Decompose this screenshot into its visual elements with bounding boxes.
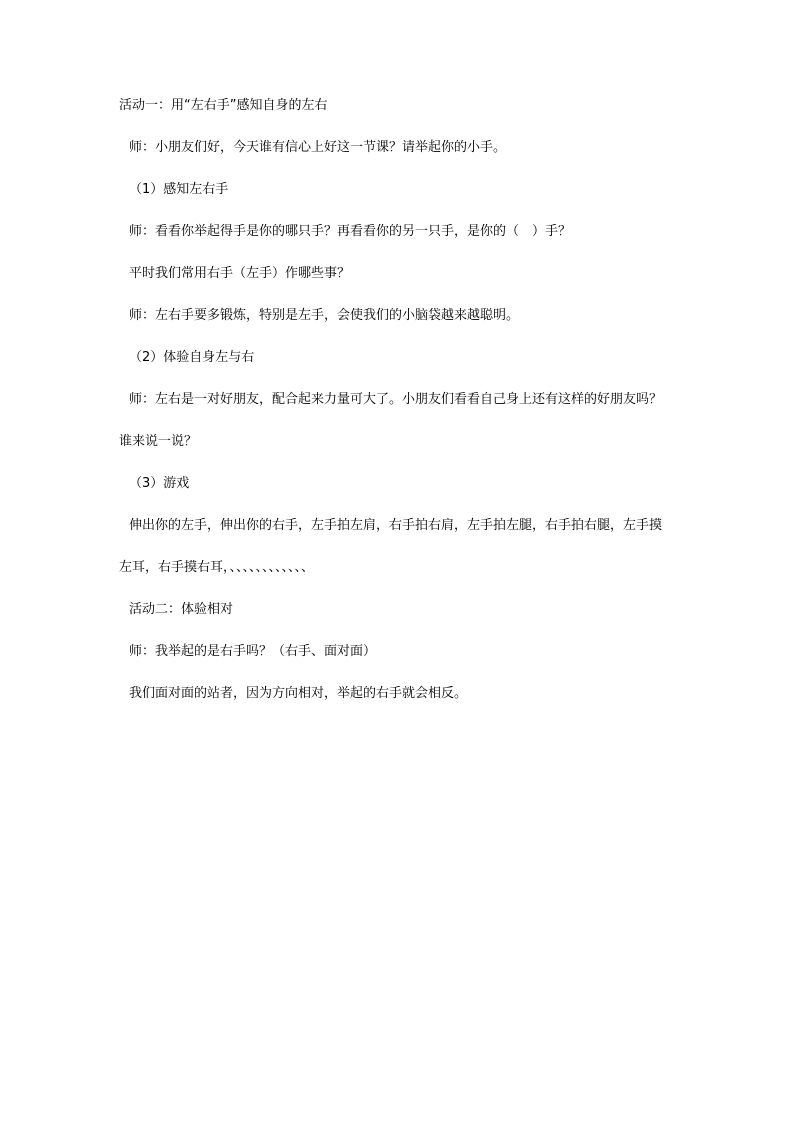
paragraph-right-hand-question: 师：我举起的是右手吗？（右手、面对面） bbox=[129, 644, 377, 659]
paragraph-facing-each-other: 我们面对面的站者，因为方向相对，举起的右手就会相反。 bbox=[129, 686, 468, 701]
subheading-experience-left-right: （2）体验自身左与右 bbox=[129, 350, 255, 365]
paragraph-game-instructions: 伸出你的左手，伸出你的右手，左手拍左肩，右手拍右肩，左手拍左腿，右手拍右腿，左手摸 bbox=[129, 518, 663, 533]
paragraph-which-hand: 师：看看你举起得手是你的哪只手？再看看你的另一只手，是你的（ ）手？ bbox=[129, 224, 572, 239]
paragraph-game-continued: 左耳，右手摸右耳，、、、、、、、、、、、、 bbox=[119, 560, 315, 575]
activity-two-heading: 活动二：体验相对 bbox=[129, 602, 234, 617]
subheading-perceive-hands: （1）感知左右手 bbox=[129, 182, 229, 197]
paragraph-exercise-hands: 师：左右手要多锻炼，特别是左手，会使我们的小脑袋越来越聪明。 bbox=[129, 308, 520, 323]
paragraph-good-friends: 师：左右是一对好朋友，配合起来力量可大了。小朋友们看看自己身上还有这样的好朋友吗？ bbox=[129, 392, 663, 407]
subheading-game: （3）游戏 bbox=[129, 476, 190, 491]
paragraph-daily-use: 平时我们常用右手（左手）作哪些事？ bbox=[129, 266, 351, 281]
activity-one-heading: 活动一：用“左右手”感知自身的左右 bbox=[119, 98, 328, 113]
paragraph-who-speaks: 谁来说一说？ bbox=[119, 434, 198, 449]
paragraph-teacher-greeting: 师：小朋友们好，今天谁有信心上好这一节课？请举起你的小手。 bbox=[129, 140, 507, 155]
document-body bbox=[119, 96, 679, 726]
